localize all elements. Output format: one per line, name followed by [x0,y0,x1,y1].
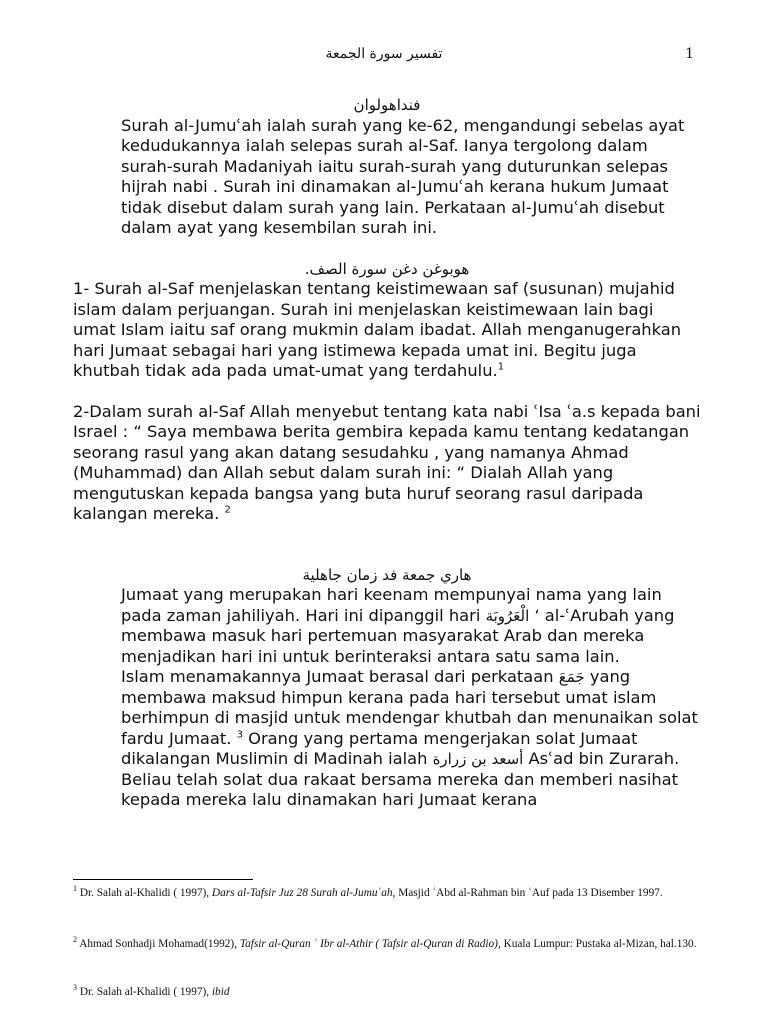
section-heading-jahiliyah: هاري جمعة فد زمان جاهلية [302,565,472,584]
paragraph-introduction: Surah al-Jumuʿah ialah surah yang ke-62, mengandungi sebelas ayat kedudukannya ialah selepas surah al-Saf. Ianya tergolong dalam surah-surah Madaniyah iaitu surah-surah yang duturunkan selepas hijrah nabi . Surah ini dinamakan al-Jumuʿah kerana hukum Jumaat tidak disebut dalam surah yang lain. Perkataan al-Jumuʿah disebut dalam ayat yang kesembilan surah ini. [121,115,685,237]
section-heading-introduction: فنداهولوان [353,96,421,114]
footnote-separator [73,879,253,880]
running-header-title: تفسير سورة الجمعة [325,46,443,62]
footnote-ref: 3 [236,729,243,741]
footnote-ref: 1 [497,361,505,373]
footnote-3: $^3$ Dr. Salah al-Khalidi ( 1997), ibid [73,983,230,998]
document-body [73,95,701,811]
arabic-name: أسعد بن زرارة [432,750,524,768]
paragraph-naming: Islam menamakannya Jumaat berasal dari perkataan جَمَعَ yang membawa maksud himpun kerana pada hari tersebut umat islam berhimpun di masjid untuk mendengar khutbah dan menunaikan solat fardu Jumaat. $^3$ Orang yang pertama mengerjakan solat Jumaat dikalangan Muslimin di Madinah ialah أسعد بن زرارة Asʿad bin Zurarah. Beliau telah solat dua rakaat bersama mereka dan memberi nasihat kepada mereka lalu dinamakan hari Jumaat kerana [121,667,698,809]
footnote-1: $^1$ Dr. Salah al-Khalidi ( 1997), Dars al-Tafsir Juz 28 Surah al-Jumuʿah, Masjid ʿAbd al-Rahman bin ʿAuf pada 13 Disember 1997. [73,884,663,899]
arabic-word: الْعَرُوبَة [485,606,530,625]
paragraph-point-1: 1- Surah al-Saf menjelaskan tentang keistimewaan saf (susunan) mujahid islam dalam perjuangan. Surah ini menjelaskan keistimewaan lain bagi umat Islam iaitu saf orang mukmin dalam ibadat. Allah menganugerahkan hari Jumaat sebagai hari yang istimewa kepada umat ini. Begitu juga khutbah tidak ada pada umat-umat yang terdahulu.$^1$ [73,279,682,380]
footnote-2: $^2$ Ahmad Sonhadji Mohamad(1992), Tafsir al-Quran ʿ Ibr al-Athir ( Tafsir al-Quran di Radio), Kuala Lumpur: Pustaka al-Mizan, hal.130. [73,935,697,950]
page-number: 1 [685,46,694,62]
paragraph-point-2: 2-Dalam surah al-Saf Allah menyebut tentang kata nabi ʿIsa ʿa.s kepada bani Israel : “ Saya membawa berita gembira kepada kamu tentang kedatangan seorang rasul yang akan datang sesudahku , yang namanya Ahmad (Muhammad) dan Allah sebut dalam surah ini: “ Dialah Allah yang mengutuskan kepada bangsa yang buta huruf seorang rasul daripada kalangan mereka. $^2$ [73,401,701,523]
footnote-ref: 2 [224,504,231,516]
arabic-word: جَمَعَ [558,668,585,686]
paragraph-jahiliyah: Jumaat yang merupakan hari keenam mempunyai nama yang lain pada zaman jahiliyah. Hari ini dipanggil hari الْعَرُوبَة ‘ al-ʿArubah yang membawa masuk hari pertemuan masyarakat Arab dan mereka menjadikan hari ini untuk berinteraksi antara satu sama lain. [121,585,675,666]
section-heading-relation: هوبوغن دغن سورة الصف. [304,259,470,278]
